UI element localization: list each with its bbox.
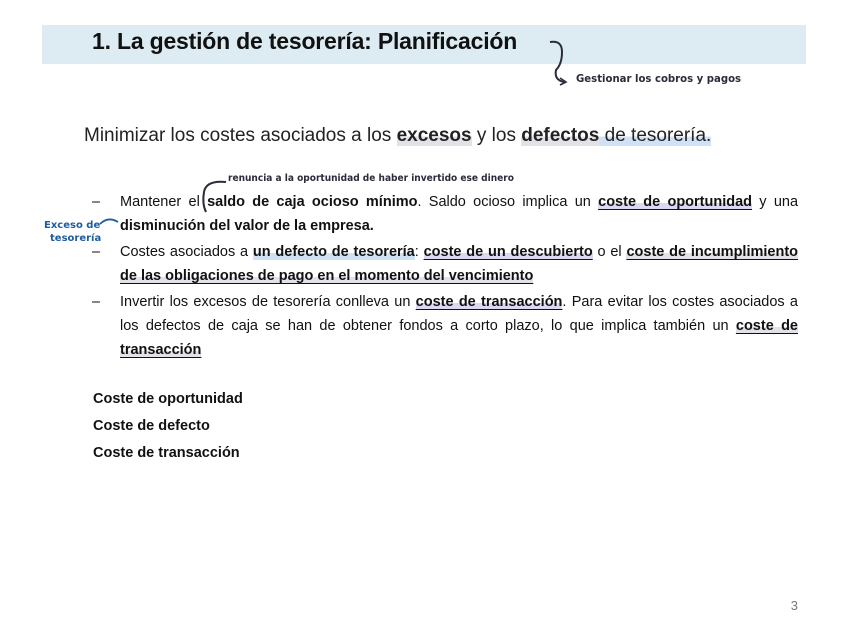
bullet-list <box>92 190 798 364</box>
bullet-bold: saldo de caja ocioso mínimo <box>207 194 418 210</box>
cost-list <box>93 386 243 467</box>
bullet-bold: un defecto de tesorería <box>252 244 415 260</box>
bullet-text-part: . Saldo ocioso implica un <box>417 194 599 210</box>
bullet-dash: – <box>92 194 101 210</box>
bullet-text-part: . Para evitar los costes asociados a los defectos de caja se han de obtener fondos a corto plazo, lo que implica también un <box>120 294 799 334</box>
subtitle-part3: de tesorería. <box>599 125 712 146</box>
bullet-item <box>92 290 798 362</box>
bullet-underlined: coste de oportunidad <box>598 194 753 210</box>
title-bracket-annotation <box>546 36 576 88</box>
bullet-dash: – <box>92 294 101 310</box>
bullet-underlined: coste de transacción <box>120 318 798 358</box>
subtitle-excesos: excesos <box>396 125 472 146</box>
bullet-text-part: Costes asociados a <box>120 244 253 260</box>
subtitle <box>84 125 711 147</box>
bullet-underlined: coste de transacción <box>415 294 563 310</box>
bullet-text-part: : <box>414 244 424 260</box>
bullet-underlined: coste de incumplimiento de las obligaciones de pago en el momento del vencimiento <box>120 244 799 284</box>
slide-title: 1. La gestión de tesorería: Planificación <box>92 28 518 54</box>
bullet-bold: disminución del valor de la empresa. <box>120 218 374 234</box>
subtitle-part1: Minimizar los costes asociados a los <box>84 125 397 146</box>
bullet-dash: – <box>92 244 101 260</box>
bullet-text-part: Invertir los excesos de tesorería conlleva un <box>120 294 416 310</box>
margin-note-line1: Exceso de <box>44 220 101 231</box>
page-number: 3 <box>790 598 798 613</box>
cost-list-item: Coste de oportunidad <box>93 391 243 407</box>
bullet-text-part: Mantener el <box>120 194 208 210</box>
bullet-underlined: coste de un descubierto <box>423 244 593 260</box>
subtitle-defectos: defectos <box>521 125 600 146</box>
title-handwritten-note: Gestionar los cobros y pagos <box>576 72 742 85</box>
subtitle-part2: y los <box>471 125 522 146</box>
bullet1-handwritten-note: renuncia a la oportunidad de haber invertido ese dinero <box>228 173 514 184</box>
bullet-text-part: y una <box>752 194 799 210</box>
margin-note-line2: tesorería <box>50 233 102 244</box>
bullet-item <box>92 190 798 238</box>
cost-list-item: Coste de defecto <box>93 418 210 434</box>
bullet-text <box>120 190 798 238</box>
bullet-text <box>120 290 798 362</box>
bullet-text <box>120 240 798 288</box>
bullet-text-part: o el <box>592 244 627 260</box>
cost-list-item: Coste de transacción <box>93 445 240 461</box>
bullet-item <box>92 240 798 288</box>
